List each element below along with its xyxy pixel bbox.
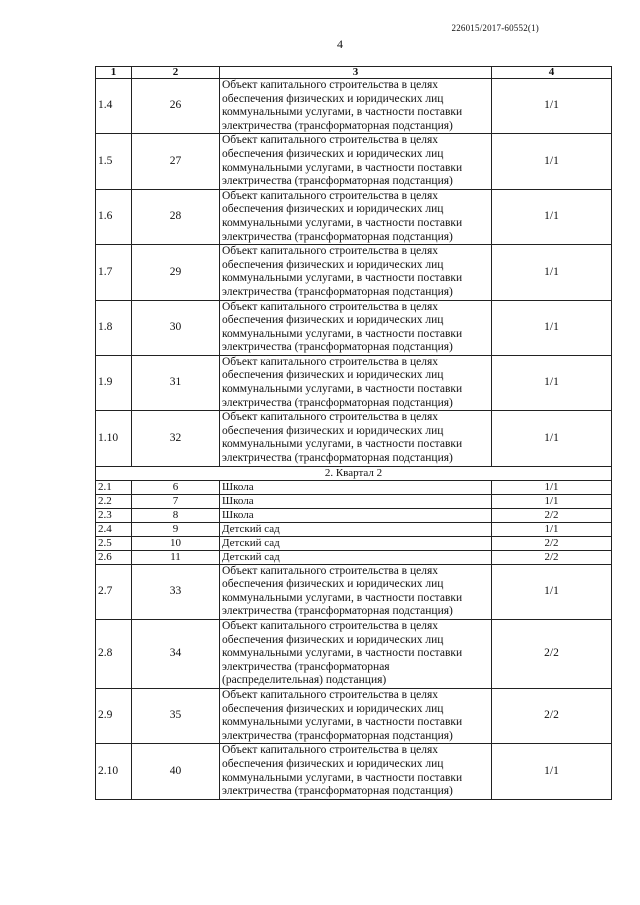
row-number: 2.9 — [96, 688, 132, 743]
row-number: 2.8 — [96, 620, 132, 689]
table-row — [96, 411, 612, 466]
object-description: Объект капитального строительства в целях обеспечения физических и юридических лиц коммунальными услугами, в частности поставки электричества (трансформаторная подстанция) — [220, 744, 492, 799]
row-number: 1.6 — [96, 189, 132, 244]
object-description: Объект капитального строительства в целях обеспечения физических и юридических лиц коммунальными услугами, в частности поставки электричества (трансформаторная подстанция) — [220, 189, 492, 244]
object-number: 10 — [132, 536, 220, 550]
column-header-4: 4 — [492, 67, 612, 79]
object-description: Объект капитального строительства в целях обеспечения физических и юридических лиц коммунальными услугами, в частности поставки электричества (трансформаторная подстанция) — [220, 79, 492, 134]
object-value: 1/1 — [492, 411, 612, 466]
object-value: 1/1 — [492, 134, 612, 189]
row-number: 1.10 — [96, 411, 132, 466]
table-row — [96, 189, 612, 244]
object-description: Детский сад — [220, 536, 492, 550]
object-number: 30 — [132, 300, 220, 355]
table-row — [96, 245, 612, 300]
row-number: 2.1 — [96, 480, 132, 494]
object-value: 1/1 — [492, 494, 612, 508]
object-number: 9 — [132, 522, 220, 536]
column-header-3: 3 — [220, 67, 492, 79]
table-header-row — [96, 67, 612, 79]
object-description: Объект капитального строительства в целях обеспечения физических и юридических лиц коммунальными услугами, в частности поставки электричества (трансформаторная подстанция) — [220, 411, 492, 466]
row-number: 2.7 — [96, 564, 132, 619]
object-value: 2/2 — [492, 620, 612, 689]
table-row — [96, 134, 612, 189]
object-description: Школа — [220, 494, 492, 508]
object-value: 1/1 — [492, 522, 612, 536]
object-value: 1/1 — [492, 480, 612, 494]
object-number: 26 — [132, 79, 220, 134]
object-description: Объект капитального строительства в целях обеспечения физических и юридических лиц коммунальными услугами, в частности поставки электричества (трансформаторная подстанция) — [220, 245, 492, 300]
table-row — [96, 508, 612, 522]
row-number: 2.10 — [96, 744, 132, 799]
object-value: 1/1 — [492, 189, 612, 244]
table-row — [96, 744, 612, 799]
object-value: 1/1 — [492, 300, 612, 355]
row-number: 2.3 — [96, 508, 132, 522]
object-number: 32 — [132, 411, 220, 466]
table-row — [96, 564, 612, 619]
object-value: 2/2 — [492, 550, 612, 564]
object-value: 2/2 — [492, 536, 612, 550]
table-row — [96, 522, 612, 536]
object-description: Объект капитального строительства в целях обеспечения физических и юридических лиц коммунальными услугами, в частности поставки электричества (трансформаторная (распределительная) подстанция) — [220, 620, 492, 689]
column-header-2: 2 — [132, 67, 220, 79]
page-number: 4 — [337, 37, 343, 51]
object-description: Школа — [220, 480, 492, 494]
row-number: 2.4 — [96, 522, 132, 536]
object-number: 27 — [132, 134, 220, 189]
object-description: Объект капитального строительства в целях обеспечения физических и юридических лиц коммунальными услугами, в частности поставки электричества (трансформаторная подстанция) — [220, 300, 492, 355]
object-value: 1/1 — [492, 245, 612, 300]
objects-table — [95, 66, 612, 800]
object-description: Детский сад — [220, 550, 492, 564]
table-row — [96, 550, 612, 564]
section-title: 2. Квартал 2 — [96, 466, 612, 480]
table-row — [96, 494, 612, 508]
row-number: 1.9 — [96, 355, 132, 410]
object-description: Объект капитального строительства в целях обеспечения физических и юридических лиц коммунальными услугами, в частности поставки электричества (трансформаторная подстанция) — [220, 564, 492, 619]
object-number: 33 — [132, 564, 220, 619]
table-row — [96, 355, 612, 410]
row-number: 1.5 — [96, 134, 132, 189]
object-number: 35 — [132, 688, 220, 743]
row-number: 1.8 — [96, 300, 132, 355]
object-number: 8 — [132, 508, 220, 522]
object-description: Объект капитального строительства в целях обеспечения физических и юридических лиц коммунальными услугами, в частности поставки электричества (трансформаторная подстанция) — [220, 134, 492, 189]
table-row — [96, 300, 612, 355]
object-number: 31 — [132, 355, 220, 410]
object-number: 6 — [132, 480, 220, 494]
object-number: 7 — [132, 494, 220, 508]
object-value: 2/2 — [492, 688, 612, 743]
object-value: 1/1 — [492, 564, 612, 619]
object-number: 34 — [132, 620, 220, 689]
object-value: 1/1 — [492, 79, 612, 134]
object-value: 2/2 — [492, 508, 612, 522]
table-row — [96, 620, 612, 689]
object-description: Детский сад — [220, 522, 492, 536]
object-number: 40 — [132, 744, 220, 799]
document-code: 226015/2017-60552(1) — [451, 23, 539, 33]
section-row — [96, 466, 612, 480]
object-description: Объект капитального строительства в целях обеспечения физических и юридических лиц коммунальными услугами, в частности поставки электричества (трансформаторная подстанция) — [220, 355, 492, 410]
table-row — [96, 536, 612, 550]
table-row — [96, 688, 612, 743]
object-number: 11 — [132, 550, 220, 564]
object-number: 29 — [132, 245, 220, 300]
row-number: 1.4 — [96, 79, 132, 134]
object-value: 1/1 — [492, 355, 612, 410]
table-row — [96, 480, 612, 494]
row-number: 1.7 — [96, 245, 132, 300]
object-description: Школа — [220, 508, 492, 522]
row-number: 2.2 — [96, 494, 132, 508]
object-number: 28 — [132, 189, 220, 244]
table-row — [96, 79, 612, 134]
row-number: 2.6 — [96, 550, 132, 564]
object-value: 1/1 — [492, 744, 612, 799]
object-description: Объект капитального строительства в целях обеспечения физических и юридических лиц коммунальными услугами, в частности поставки электричества (трансформаторная подстанция) — [220, 688, 492, 743]
column-header-1: 1 — [96, 67, 132, 79]
row-number: 2.5 — [96, 536, 132, 550]
